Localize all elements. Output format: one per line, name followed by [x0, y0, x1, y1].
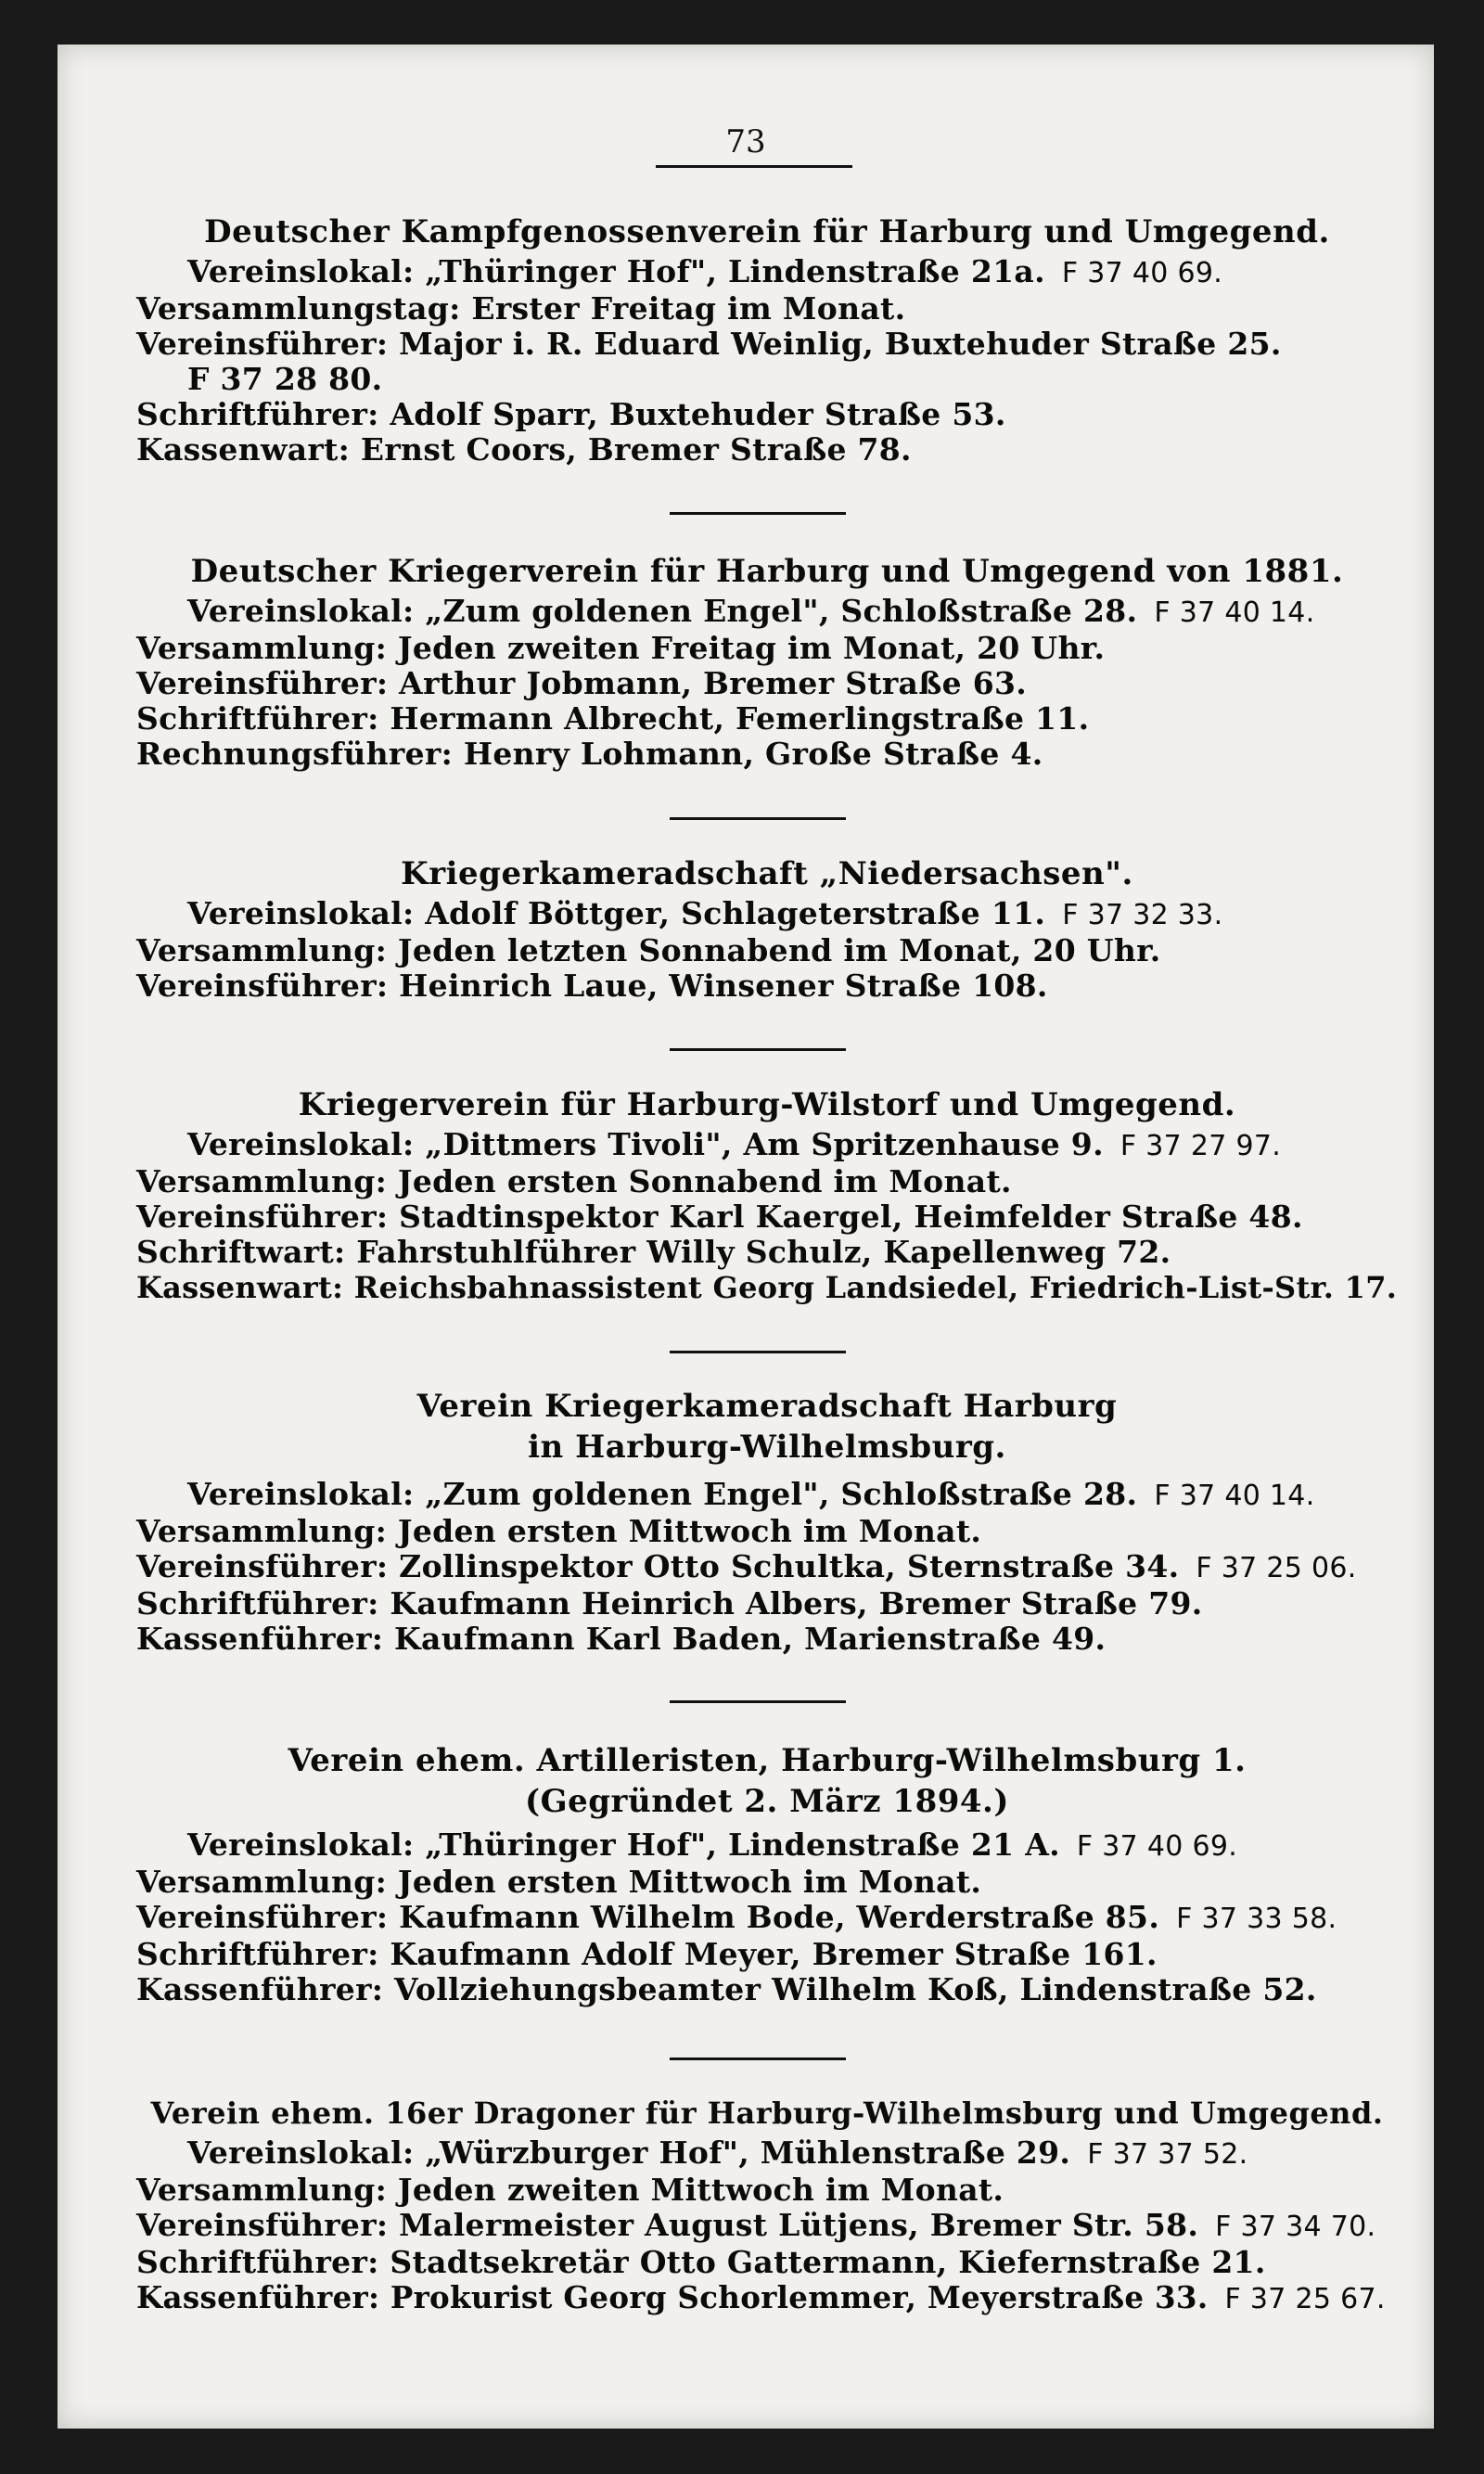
section-title: Verein Kriegerkameradschaft Harburg: [416, 1388, 1118, 1425]
section-wilstorf: [136, 1086, 1398, 1305]
entry-line: Versammlung: Jeden ersten Mittwoch im Monat.: [136, 1864, 982, 1900]
section-divider: [670, 1351, 846, 1353]
section-kameradschaft-harburg: [136, 1388, 1398, 1657]
entry-line: Vereinslokal: „Dittmers Tivoli", Am Spritzenhause 9. F 37 27 97.: [187, 1126, 1282, 1162]
section-divider: [670, 817, 846, 820]
entry-line: F 37 28 80.: [187, 361, 383, 397]
page-number: 73: [725, 123, 766, 160]
entry-line: Vereinslokal: „Zum goldenen Engel", Schloßstraße 28. F 37 40 14.: [187, 593, 1315, 629]
phone-number: F 37 34 70.: [1215, 2211, 1376, 2243]
entry-line: Versammlung: Jeden zweiten Freitag im Monat, 20 Uhr.: [136, 630, 1106, 666]
entry-line: Kassenführer: Vollziehungsbeamter Wilhelm Koß, Lindenstraße 52.: [136, 1971, 1317, 2007]
phone-number: F 37 40 14.: [1154, 596, 1315, 629]
page-number-rule: [656, 165, 852, 168]
section-niedersachsen: [136, 855, 1398, 1004]
phone-number: F 37 25 67.: [1224, 2283, 1386, 2315]
section-title: Deutscher Kriegerverein für Harburg und Umgegend von 1881.: [190, 553, 1344, 590]
section-dragoner: [136, 2095, 1398, 2317]
entry-line: Schriftführer: Adolf Sparr, Buxtehuder Straße 53.: [136, 396, 1006, 432]
phone-number: F 37 40 14.: [1154, 1480, 1315, 1512]
section-title: Verein ehem. 16er Dragoner für Harburg-Wilhelmsburg und Umgegend.: [150, 2096, 1384, 2131]
entry-line: Vereinsführer: Major i. R. Eduard Weinlig, Buxtehuder Straße 25.: [136, 326, 1282, 362]
entry-line: Vereinsführer: Heinrich Laue, Winsener Straße 108.: [136, 968, 1048, 1004]
entry-line: Vereinsführer: Kaufmann Wilhelm Bode, Werderstraße 85. F 37 33 58.: [136, 1899, 1337, 1935]
section-subtitle: in Harburg-Wilhelmsburg.: [528, 1429, 1006, 1466]
phone-number: F 37 33 58.: [1176, 1903, 1337, 1935]
entry-line: Vereinslokal: „Würzburger Hof", Mühlenstraße 29. F 37 37 52.: [187, 2134, 1248, 2171]
entry-line: Vereinslokal: „Thüringer Hof", Lindenstraße 21 A. F 37 40 69.: [187, 1827, 1238, 1863]
phone-number: F 37 40 69.: [1061, 257, 1223, 289]
entry-line: Versammlung: Jeden letzten Sonnabend im Monat, 20 Uhr.: [136, 932, 1161, 968]
entry-line: Vereinslokal: Adolf Böttger, Schlageterstraße 11. F 37 32 33.: [187, 895, 1223, 931]
entry-line: Rechnungsführer: Henry Lohmann, Große Straße 4.: [136, 736, 1043, 772]
section-title: Verein ehem. Artilleristen, Harburg-Wilhelmsburg 1.: [288, 1742, 1247, 1779]
section-subtitle: (Gegründet 2. März 1894.): [525, 1783, 1009, 1820]
entry-line: Vereinsführer: Stadtinspektor Karl Kaergel, Heimfelder Straße 48.: [136, 1199, 1303, 1235]
entry-line: Schriftführer: Kaufmann Adolf Meyer, Bremer Straße 161.: [136, 1936, 1158, 1972]
section-divider: [670, 512, 846, 515]
entry-line: Kassenwart: Reichsbahnassistent Georg Landsiedel, Friedrich-List-Str. 17.: [136, 1270, 1398, 1305]
document-page: [58, 45, 1434, 2429]
entry-line: Schriftführer: Kaufmann Heinrich Albers, Bremer Straße 79.: [136, 1585, 1203, 1622]
phone-number: F 37 32 33.: [1062, 899, 1223, 931]
section-title: Deutscher Kampfgenossenverein für Harburg und Umgegend.: [204, 213, 1330, 250]
section-divider: [670, 1700, 846, 1703]
entry-line: Vereinsführer: Arthur Jobmann, Bremer Straße 63.: [136, 665, 1028, 701]
entry-line: Versammlung: Jeden zweiten Mittwoch im Monat.: [136, 2172, 1004, 2208]
entry-line: Versammlungstag: Erster Freitag im Monat.: [136, 290, 906, 327]
entry-line: Versammlung: Jeden ersten Mittwoch im Monat.: [136, 1513, 982, 1549]
entry-line: Vereinslokal: „Zum goldenen Engel", Schloßstraße 28. F 37 40 14.: [187, 1476, 1315, 1512]
entry-line: Schriftführer: Stadtsekretär Otto Gattermann, Kiefernstraße 21.: [136, 2244, 1266, 2280]
section-kampfgenossenverein: [136, 213, 1398, 468]
entry-line: Vereinsführer: Zollinspektor Otto Schultka, Sternstraße 34. F 37 25 06.: [136, 1548, 1357, 1584]
section-title: Kriegerkameradschaft „Niedersachsen".: [401, 855, 1133, 892]
phone-number: F 37 37 52.: [1087, 2138, 1248, 2171]
entry-line: Versammlung: Jeden ersten Sonnabend im Monat.: [136, 1163, 1012, 1199]
section-divider: [670, 1048, 846, 1051]
phone-number: F 37 25 06.: [1196, 1552, 1357, 1584]
entry-line: Kassenwart: Ernst Coors, Bremer Straße 78.: [136, 431, 912, 468]
entry-line: Schriftwart: Fahrstuhlführer Willy Schulz, Kapellenweg 72.: [136, 1234, 1171, 1270]
phone-number: F 37 40 69.: [1076, 1830, 1238, 1863]
section-artilleristen: [136, 1742, 1398, 2007]
entry-line: Vereinslokal: „Thüringer Hof", Lindenstraße 21a. F 37 40 69.: [187, 253, 1223, 289]
section-divider: [670, 2057, 846, 2060]
section-title: Kriegerverein für Harburg-Wilstorf und Umgegend.: [298, 1086, 1236, 1123]
phone-number: F 37 27 97.: [1119, 1130, 1282, 1162]
entry-line: Kassenführer: Kaufmann Karl Baden, Marienstraße 49.: [136, 1621, 1107, 1657]
entry-line: Schriftführer: Hermann Albrecht, Femerlingstraße 11.: [136, 700, 1090, 737]
entry-line: Kassenführer: Prokurist Georg Schorlemmer, Meyerstraße 33. F 37 25 67.: [136, 2279, 1386, 2315]
entry-line: Vereinsführer: Malermeister August Lütjens, Bremer Str. 58. F 37 34 70.: [136, 2207, 1376, 2243]
section-kriegerverein-1881: [136, 553, 1398, 772]
